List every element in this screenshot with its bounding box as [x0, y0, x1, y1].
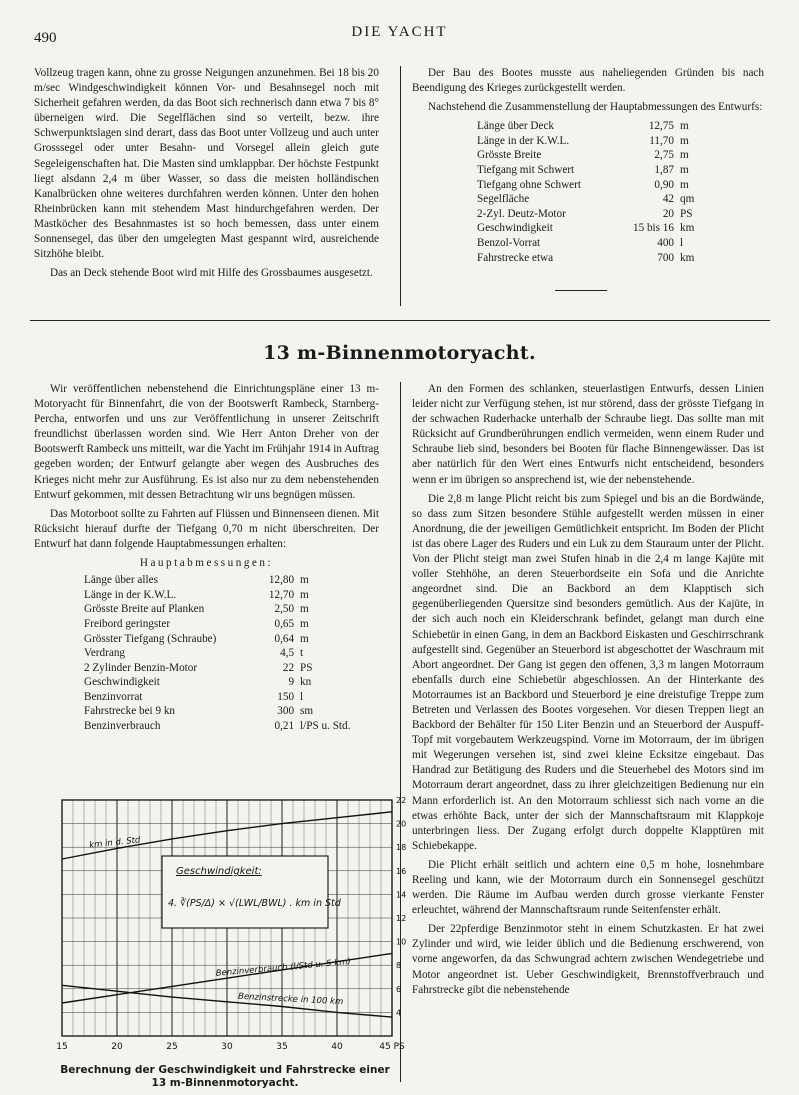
- dimension-row: [477, 134, 710, 149]
- dimension-value: 9: [288, 676, 295, 689]
- series-label: Benzinverbrauch (l/Std u. 5 km): [215, 957, 352, 979]
- dimension-row: [84, 719, 379, 734]
- paragraph: Wir veröffentlichen nebenstehend die Einrichtungspläne einer 13 m-Motoryacht für Binnenfahrt, die von der Bootswerft Rambeck, Starnberg-Percha, entworfen und uns zur Veröffentlichung in unserer Zeitschrift freundlichst überlassen worden sind. Wie Herr Anton Dreher von der Bootswerft Rambeck uns mitteilt, war die Yacht im Frühjahr 1914 in Auftrag gegeben worden; der Entwurf gelangte aber wegen des Ausbruches des Krieges nicht mehr zur Ausführung. Es ist also nur zu dem nebenstehenden Entwurf gekommen, mit dessen Betrachtung wir uns begnügen müssen.: [34, 383, 379, 501]
- paragraph: Die 2,8 m lange Plicht reicht bis zum Spiegel und bis an die Bordwände, so dass zum Sitzen besondere Stühle aufgestellt werden müssen in einer Anordnung, die der jeweiligen Gemütlichkeit entspricht. Im Boden der Plicht ist das obere Lager des Ruders und ein Luk zu dem Stauraum unter der Plicht. Von der Plicht steigt man zwei Stufen hinab in die 2,4 m lange Kajüte mit voller Stehhöhe, an deren Steuerbordseite ein Sofa und die Anrichte angeordnet sind. Die an Backbord an dem Klapptisch sich gegenüberliegenden Quersitze sind besonders gemütlich. Aus der Kajüte, in der sich auch noch ein Kleiderschrank befindet, gelangt man durch eine Schiebetür in einen Gang, in dem an Backbord Eiskasten und Geschirrschrank aufgestellt sind. Gegenüber an Steuerbord ist abgeschottet der Waschraum mit Abort angeordnet. Der Gang ist gegen den offenen, 3,3 m langen Motorraum ebenfalls durch eine Schiebetür abgeschlossen. An der Hinterkante des Motorraumes ist an Backbord und Steuerbord je eine dreistufige Treppe zum Betreten und Verlassen des Bootes vorgesehen. Vor diesen Treppen liegt an Backbord der Behälter für 150 Liter Benzin und an Steuerbord der Auspuff-Topf mit vorgebautem Werkzeugspind. Vorne im Motorraum, der im übrigen mit Wegerungen versehen ist, sind zwei kleine Ecksitze eingebaut. Das Handrad zur Betätigung des Ruders und die Steuerhebel des Motors sind im Motorraum derart angeordnet, dass zu ihrer gleichzeitigen Bedienung nur ein Mann erforderlich ist. An den Motorraum schliesst sich nach vorne an die etwas erhöhte Back, unter der sich der Mannschaftsraum mit Klappkoje unterbringen liess. Der Zugang erfolgt durch doppelte Klapptüren mit Schiebekappe.: [412, 492, 764, 852]
- dimension-unit: PS: [300, 661, 313, 674]
- x-tick-label: 15: [56, 1042, 68, 1052]
- article-left-column: [34, 382, 379, 734]
- speed-range-chart: [50, 794, 410, 1062]
- dimension-label: Verdrang: [84, 647, 126, 660]
- dimension-label: Benzinvorrat: [84, 690, 143, 703]
- paragraph: Das Motorboot sollte zu Fahrten auf Flüssen und Binnenseen dienen. Mit Rücksicht hierauf durfte der Tiefgang 0,70 m nicht überschreiten. Der Entwurf hat dann folgende Hauptabmessungen erhalten:: [34, 507, 379, 550]
- dimension-unit: l/PS u. Std.: [300, 720, 351, 733]
- dimension-value: 0,64: [274, 632, 295, 645]
- paragraph: Der Bau des Bootes musste aus naheliegenden Gründen bis nach Beendigung des Krieges zurückgestellt werden.: [412, 67, 764, 95]
- dimension-value: 2,75: [654, 149, 674, 162]
- dimension-value: 11,70: [649, 134, 674, 147]
- dimension-row: [84, 675, 379, 690]
- dimension-unit: km: [680, 222, 695, 235]
- x-tick-label: 35: [276, 1042, 288, 1052]
- dimension-label: Geschwindigkeit: [84, 676, 160, 689]
- dimension-row: [477, 236, 710, 251]
- top-left-column: [34, 66, 379, 285]
- dimension-value: 150: [277, 690, 295, 703]
- dimension-row: [477, 163, 710, 178]
- dimension-label: Geschwindigkeit: [477, 222, 553, 235]
- y-tick-label: 10: [396, 937, 407, 947]
- paragraph: Der 22pferdige Benzinmotor steht in einem Schutzkasten. Er hat zwei Zylinder und wird, wie leider üblich und die Bedienung erschwerend, von vorne angeworfen, da das Schwungrad achtern zwischen Wendegetriebe und Motor angeordnet ist. Ueber Geschwindigkeit, Brennstoffverbrauch und Fahrstrecke gibt die nebenstehende: [412, 923, 764, 996]
- dimension-label: Benzinverbrauch: [84, 720, 161, 733]
- dimension-unit: km: [680, 251, 695, 264]
- x-tick-label: 40: [331, 1042, 343, 1052]
- dimension-unit: l: [680, 237, 684, 250]
- dimension-row: [477, 251, 710, 266]
- dimension-row: [84, 602, 379, 617]
- dimension-unit: m: [680, 149, 689, 162]
- dimension-value: 300: [277, 705, 295, 718]
- article-title: 13 m-Binnenmotoryacht.: [263, 342, 536, 364]
- section-rule: [30, 320, 770, 321]
- dimension-value: 700: [657, 251, 674, 264]
- dimension-unit: m: [300, 617, 309, 630]
- dimensions-table: [84, 573, 379, 734]
- dimension-label: Tiefgang ohne Schwert: [477, 178, 581, 191]
- dimension-unit: m: [300, 588, 309, 601]
- dimension-row: [477, 207, 710, 222]
- dimension-value: 20: [662, 207, 674, 220]
- dimension-unit: sm: [300, 705, 314, 718]
- dimension-row: [84, 573, 379, 588]
- y-tick-label: 18: [396, 843, 407, 853]
- paragraph: Das an Deck stehende Boot wird mit Hilfe des Grossbaumes ausgesetzt.: [50, 267, 373, 280]
- chart-caption: Berechnung der Geschwindigkeit und Fahrstrecke einer 13 m-Binnenmotoryacht.: [60, 1064, 390, 1089]
- y-tick-label: 16: [396, 866, 407, 876]
- dimension-value: 22: [282, 661, 295, 674]
- article-right-column: [412, 382, 764, 1002]
- dimension-label: Länge über alles: [84, 574, 158, 587]
- dimension-row: [477, 148, 710, 163]
- dimension-label: Fahrstrecke bei 9 kn: [84, 705, 176, 718]
- dimension-unit: m: [300, 603, 309, 616]
- dimension-value: 0,21: [274, 720, 295, 733]
- dimension-value: 15 bis 16: [632, 222, 674, 235]
- dimension-row: [84, 704, 379, 719]
- y-tick-label: 8: [396, 961, 402, 971]
- series-label: Benzinstrecke in 100 km: [237, 991, 344, 1008]
- dimension-row: [477, 192, 710, 207]
- dimension-row: [84, 632, 379, 647]
- dimension-unit: PS: [680, 207, 693, 220]
- dimension-value: 2,50: [274, 603, 295, 616]
- dimension-value: 0,90: [654, 178, 674, 191]
- dimension-label: Länge in der K.W.L.: [477, 134, 570, 147]
- dimensions-table: [477, 119, 710, 265]
- dimension-value: 12,80: [268, 574, 295, 587]
- series-label: km in d. Std: [88, 835, 141, 851]
- dimension-label: Grösste Breite auf Planken: [84, 603, 205, 616]
- dimension-row: [84, 588, 379, 603]
- dimension-row: [84, 661, 379, 676]
- dimension-unit: m: [300, 632, 309, 645]
- dimensions-heading: Hauptabmessungen:: [139, 557, 274, 570]
- x-tick-label: 20: [111, 1042, 123, 1052]
- formula-title: Geschwindigkeit:: [176, 866, 262, 877]
- column-divider: [400, 66, 401, 306]
- y-tick-label: 4: [396, 1008, 402, 1018]
- dimension-unit: m: [680, 178, 689, 191]
- dimension-label: 2 Zylinder Benzin-Motor: [84, 661, 198, 674]
- dimension-label: Segelfläche: [477, 193, 530, 206]
- x-tick-label: 30: [221, 1042, 233, 1052]
- dimension-row: [84, 617, 379, 632]
- paragraph: An den Formen des schlanken, steuerlastigen Entwurfs, dessen Linien leider nicht zur Verfügung stehen, ist nur störend, dass der grösste Tiefgang in der schwachen Ruderhacke unterhalb der Schraube liegt. Das sollte man mit Rücksicht auf Grundberührungen endlich vermeiden, wenn einem Ruder und Schraube lieb sind, besonders bei Booten für flache Binnengewässer. Das ist aber natürlich für den Wert eines Entwurfs nicht entscheidend, besonders wenn er im übrigen so ansprechend ist, wie der nebenstehende.: [412, 383, 764, 486]
- dimension-unit: t: [300, 647, 304, 660]
- dimension-unit: qm: [680, 193, 695, 206]
- dimension-value: 12,75: [648, 120, 674, 133]
- dimension-label: Grösste Breite: [477, 149, 542, 162]
- dimension-label: Grösster Tiefgang (Schraube): [84, 632, 217, 645]
- dimension-label: Tiefgang mit Schwert: [477, 164, 575, 177]
- running-title: DIE YACHT: [351, 24, 448, 40]
- y-tick-label: 22: [396, 796, 407, 805]
- y-tick-label: 20: [396, 819, 407, 829]
- paragraph: Vollzeug tragen kann, ohne zu grosse Neigungen anzunehmen. Bei 18 bis 20 m/sec Windgeschwindigkeit können Vor- und Besahnsegel noch mit Sicherheit gefahren werden, da das Boot sich rechnerisch dann etwa 7 bis 8° überneigen wird. Die Segelflächen sind so verteilt, bezw. ihre Schwerpunktslagen sind derart, dass das Boot unter Vollzeug und auch unter Grosssegel oder unter Besahn- und Vorsegel allein gleich gute Segeleigenschaften hat. Die Masten sind umklappbar. Der höchste Festpunkt liegt alsdann 2,4 m über Wasser, so dass die meisten holländischen Kanalbrücken ohne weiteres durchfahren werden können. Unter den hohen Rheinbrücken kann mit stehendem Mast hindurchgefahren werden. Der Mastköcher des Besahnmastes ist so hoch bemessen, dass unter einem Sonnensegel, das über den umgelegten Mast gespannt wird, ausreichende Sitzhöhe bleibt.: [34, 67, 379, 261]
- dimension-unit: kn: [300, 676, 312, 689]
- dimension-label: 2-Zyl. Deutz-Motor: [477, 207, 566, 220]
- paragraph: Die Plicht erhält seitlich und achtern eine 0,5 m hohe, losnehmbare Reeling und kann, wie der Motorraum durch ein Sonnensegel geschützt werden. Die Räume im Aufbau werden durch grosse vierkante Fenster erleuchtet, während der Mannschaftsraum runde Seitenfenster erhält.: [412, 858, 764, 917]
- dimension-unit: m: [680, 120, 689, 133]
- dimension-unit: m: [680, 134, 689, 147]
- short-rule: [555, 290, 607, 291]
- dimension-label: Benzol-Vorrat: [477, 237, 541, 250]
- top-right-column: [412, 66, 764, 265]
- dimension-unit: l: [300, 690, 304, 703]
- dimension-row: [477, 178, 710, 193]
- y-tick-label: 6: [396, 984, 402, 994]
- dimension-label: Länge in der K.W.L.: [84, 588, 177, 601]
- dimension-row: [84, 646, 379, 661]
- dimension-value: 1,87: [654, 164, 674, 177]
- y-tick-label: 12: [396, 914, 407, 923]
- dimension-value: 12,70: [268, 588, 295, 601]
- dimension-label: Länge über Deck: [477, 120, 555, 133]
- x-tick-label: 25: [166, 1042, 178, 1052]
- paragraph: Nachstehend die Zusammenstellung der Hauptabmessungen des Entwurfs:: [428, 101, 763, 114]
- dimension-value: 42: [662, 193, 674, 206]
- dimension-value: 0,65: [274, 617, 295, 630]
- dimension-unit: m: [300, 574, 309, 587]
- dimension-row: [477, 221, 710, 236]
- dimension-row: [84, 690, 379, 705]
- y-tick-label: 14: [396, 890, 407, 900]
- dimension-unit: m: [680, 164, 689, 177]
- dimension-label: Freibord geringster: [84, 617, 171, 630]
- dimension-value: 4,5: [280, 647, 295, 660]
- x-tick-label: 45 PS: [379, 1042, 405, 1052]
- dimension-row: [477, 119, 710, 134]
- dimension-label: Fahrstrecke etwa: [477, 251, 554, 264]
- formula-text: 4. ∛(PS/Δ) × √(LWL/BWL) . km in Std: [168, 898, 341, 909]
- page-number: 490: [34, 30, 57, 46]
- dimension-value: 400: [657, 237, 674, 250]
